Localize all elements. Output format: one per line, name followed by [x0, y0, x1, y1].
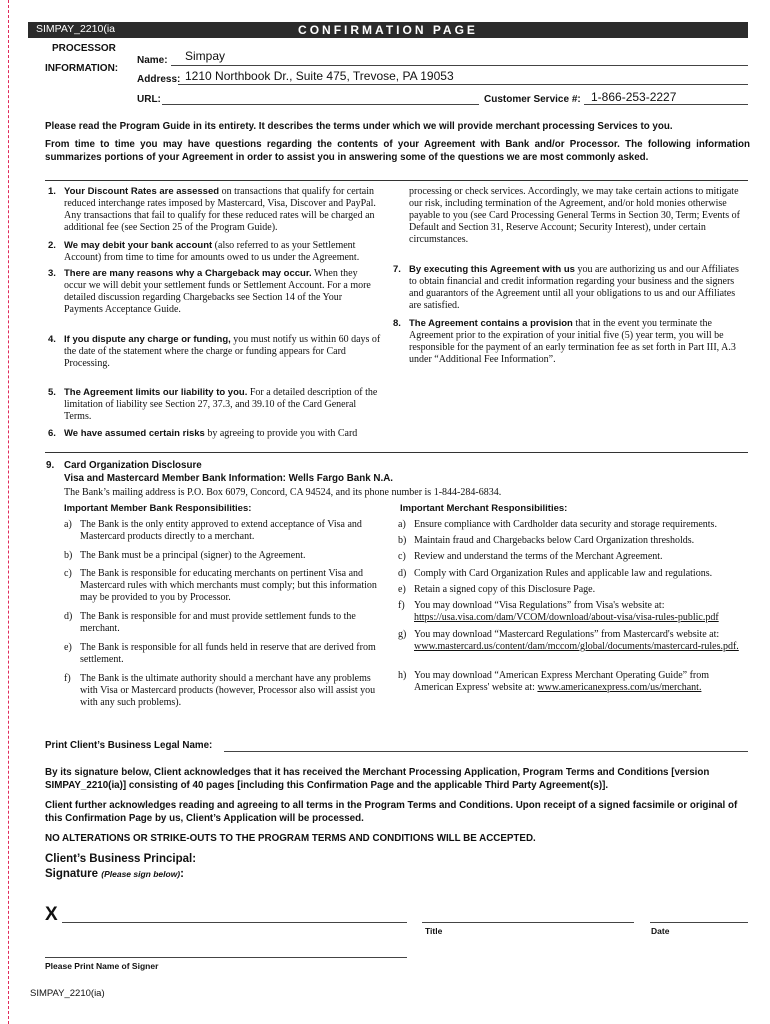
merchant-item: h) You may download “American Express Merchant Operating Guide” from American Express' website at: www.americanexpress.com/us/merchant.	[398, 670, 710, 693]
divider	[45, 180, 748, 181]
card-org-number: 9.	[46, 460, 55, 471]
bank-mailing-address: The Bank’s mailing address is P.O. Box 6079, Concord, CA 94524, and its phone number is 1-844-284-6834.	[64, 487, 502, 498]
address-field[interactable]: 1210 Northbook Dr., Suite 475, Trevose, PA 19053	[185, 69, 454, 83]
intro-paragraph-2: From time to time you may have questions regarding the contents of your Agreement with Bank and/or Processor. The following information summarizes portions of your Agreement in order to assist you in answering some of the questions we are most commonly asked.	[45, 139, 750, 163]
address-label: Address:	[137, 74, 181, 85]
print-name-label: Please Print Name of Signer	[45, 961, 159, 971]
business-principal-label: Client’s Business Principal:	[45, 853, 197, 865]
list-item-continued: processing or check services. Accordingly, we may take certain actions to mitigate our risk, including termination of the Agreement, and/or hold monies otherwise payable to you (see Card Processing General Terms in Section 30, Term; Events of Default and Section 31, Reserve Account; Security Interest), under certain circumstances.	[409, 186, 740, 245]
acknowledgement-2: Client further acknowledges reading and agreeing to all terms in the Program Terms and Conditions. Upon receipt of a signed facsimile or original of this Confirmation Page by us, Client’s Application will be processed.	[45, 800, 738, 824]
merchant-responsibilities-heading: Important Merchant Responsibilities:	[400, 503, 568, 514]
title-label: Title	[425, 926, 443, 936]
signature-x-mark: X	[45, 904, 58, 925]
date-label: Date	[651, 926, 670, 936]
name-field[interactable]: Simpay	[185, 49, 226, 63]
url-label: URL:	[137, 94, 161, 105]
merchant-item: e) Retain a signed copy of this Disclosure Page.	[398, 584, 596, 595]
bank-item: e) The Bank is responsible for all funds held in reserve that are derived from settlement.	[64, 642, 376, 665]
signature-label: Signature (Please sign below):	[45, 868, 184, 880]
header-bar	[28, 22, 748, 38]
perforation-line	[8, 0, 9, 1024]
merchant-item: f) You may download “Visa Regulations” from Visa's website at: https://usa.visa.com/dam/VCOM/download/about-visa/visa-rules-public.pdf	[398, 600, 719, 623]
list-item: 3. There are many reasons why a Chargeback may occur. When they occur we will debit your settlement funds or Settlement Account. For a more detailed discussion regarding Chargebacks see Section 14 of the Your Payments Acceptance Guide.	[48, 268, 371, 315]
list-item: 5. The Agreement limits our liability to you. For a detailed description of the limitation of liability see Section 27, 37.3, and 39.10 of the Card General Terms.	[48, 387, 378, 422]
processor-label: PROCESSOR	[52, 43, 116, 54]
customer-service-label: Customer Service #:	[484, 94, 581, 105]
footer-form-id: SIMPAY_2210(ia)	[30, 988, 105, 999]
merchant-item: c) Review and understand the terms of the Merchant Agreement.	[398, 551, 663, 562]
bank-item: f) The Bank is the ultimate authority should a merchant have any problems with Visa or Mastercard products (however, Processor also will assist you with any such problems).	[64, 673, 376, 708]
amex-guide-link[interactable]: www.americanexpress.com/us/merchant.	[537, 682, 702, 693]
card-org-title: Card Organization Disclosure	[64, 460, 202, 471]
member-bank-line: Visa and Mastercard Member Bank Information: Wells Fargo Bank N.A.	[64, 473, 394, 484]
bank-item: d) The Bank is responsible for and must provide settlement funds to the merchant.	[64, 611, 356, 634]
signer-name-field[interactable]	[45, 956, 407, 958]
merchant-item: b) Maintain fraud and Chargebacks below Card Organization thresholds.	[398, 535, 695, 546]
merchant-item: a) Ensure compliance with Cardholder data security and storage requirements.	[398, 519, 717, 530]
title-field[interactable]	[422, 921, 634, 923]
acknowledgement-1: By its signature below, Client acknowledges that it has received the Merchant Processing Application, Program Terms and Conditions [version SIMPAY_2210(ia)] consisting of 40 pages [including this Confirmation Page and the applicable Third Party Agreement(s)].	[45, 767, 710, 791]
visa-rules-link[interactable]: https://usa.visa.com/dam/VCOM/download/about-visa/visa-rules-public.pdf	[414, 612, 719, 623]
information-label: INFORMATION:	[45, 63, 119, 74]
legal-name-field[interactable]	[224, 750, 748, 752]
signature-field[interactable]	[62, 921, 407, 923]
legal-name-label: Print Client’s Business Legal Name:	[45, 740, 213, 751]
intro-paragraph-1: Please read the Program Guide in its entirety. It describes the terms under which we will provide merchant processing Services to you.	[45, 121, 673, 132]
no-alterations-notice: NO ALTERATIONS OR STRIKE-OUTS TO THE PROGRAM TERMS AND CONDITIONS WILL BE ACCEPTED.	[45, 833, 536, 844]
bank-responsibilities-heading: Important Member Bank Responsibilities:	[64, 503, 252, 514]
bank-item: c) The Bank is responsible for educating merchants on pertinent Visa and Mastercard rules with which merchants must comply; but this information may be provided to you by Processor.	[64, 568, 377, 603]
list-item: 7. By executing this Agreement with us you are authorizing us and our Affiliates to obtain financial and credit information regarding your business and the signers and guarantors of the Agreement until all your obligations to us and our Affiliates are satisfied.	[393, 264, 739, 311]
merchant-item: g) You may download “Mastercard Regulations” from Mastercard's website at: www.mastercard.us/content/dam/mccom/global/documents/mastercard-rules.pdf.	[398, 629, 739, 652]
mastercard-rules-link[interactable]: www.mastercard.us/content/dam/mccom/global/documents/mastercard-rules.pdf.	[414, 641, 739, 652]
name-label: Name:	[137, 55, 168, 66]
url-field[interactable]	[162, 103, 479, 105]
page-title: CONFIRMATION PAGE	[298, 23, 478, 37]
list-item: 2. We may debit your bank account (also referred to as your Settlement Account) from time to time for amounts owed to us under the Agreement.	[48, 240, 360, 263]
header-form-id: SIMPAY_2210(ia	[36, 23, 115, 35]
list-item: 8. The Agreement contains a provision that in the event you terminate the Agreement prior to the expiration of your initial five (5) year term, you will be responsible for the payment of an early termination fee as set forth in Part III, A.3 under “Additional Fee Information”.	[393, 318, 736, 365]
list-item: 6. We have assumed certain risks by agreeing to provide you with Card	[48, 428, 358, 439]
list-item: 1. Your Discount Rates are assessed on transactions that qualify for certain reduced interchange rates imposed by Mastercard, Visa, Discover and PayPal. Any transactions that fail to qualify for these reduced rates will be charged an additional fee (see Section 25 of the Program Guide).	[48, 186, 376, 233]
bank-item: b) The Bank must be a principal (signer) to the Agreement.	[64, 550, 306, 561]
divider	[45, 452, 748, 453]
bank-item: a) The Bank is the only entity approved to extend acceptance of Visa and Mastercard products directly to a merchant.	[64, 519, 362, 542]
date-field[interactable]	[650, 921, 748, 923]
customer-service-field[interactable]: 1-866-253-2227	[591, 90, 677, 104]
list-item: 4. If you dispute any charge or funding, you must notify us within 60 days of the date of the statement where the charge or funding appears for Card Processing.	[48, 334, 381, 369]
merchant-item: d) Comply with Card Organization Rules and applicable law and regulations.	[398, 568, 713, 579]
